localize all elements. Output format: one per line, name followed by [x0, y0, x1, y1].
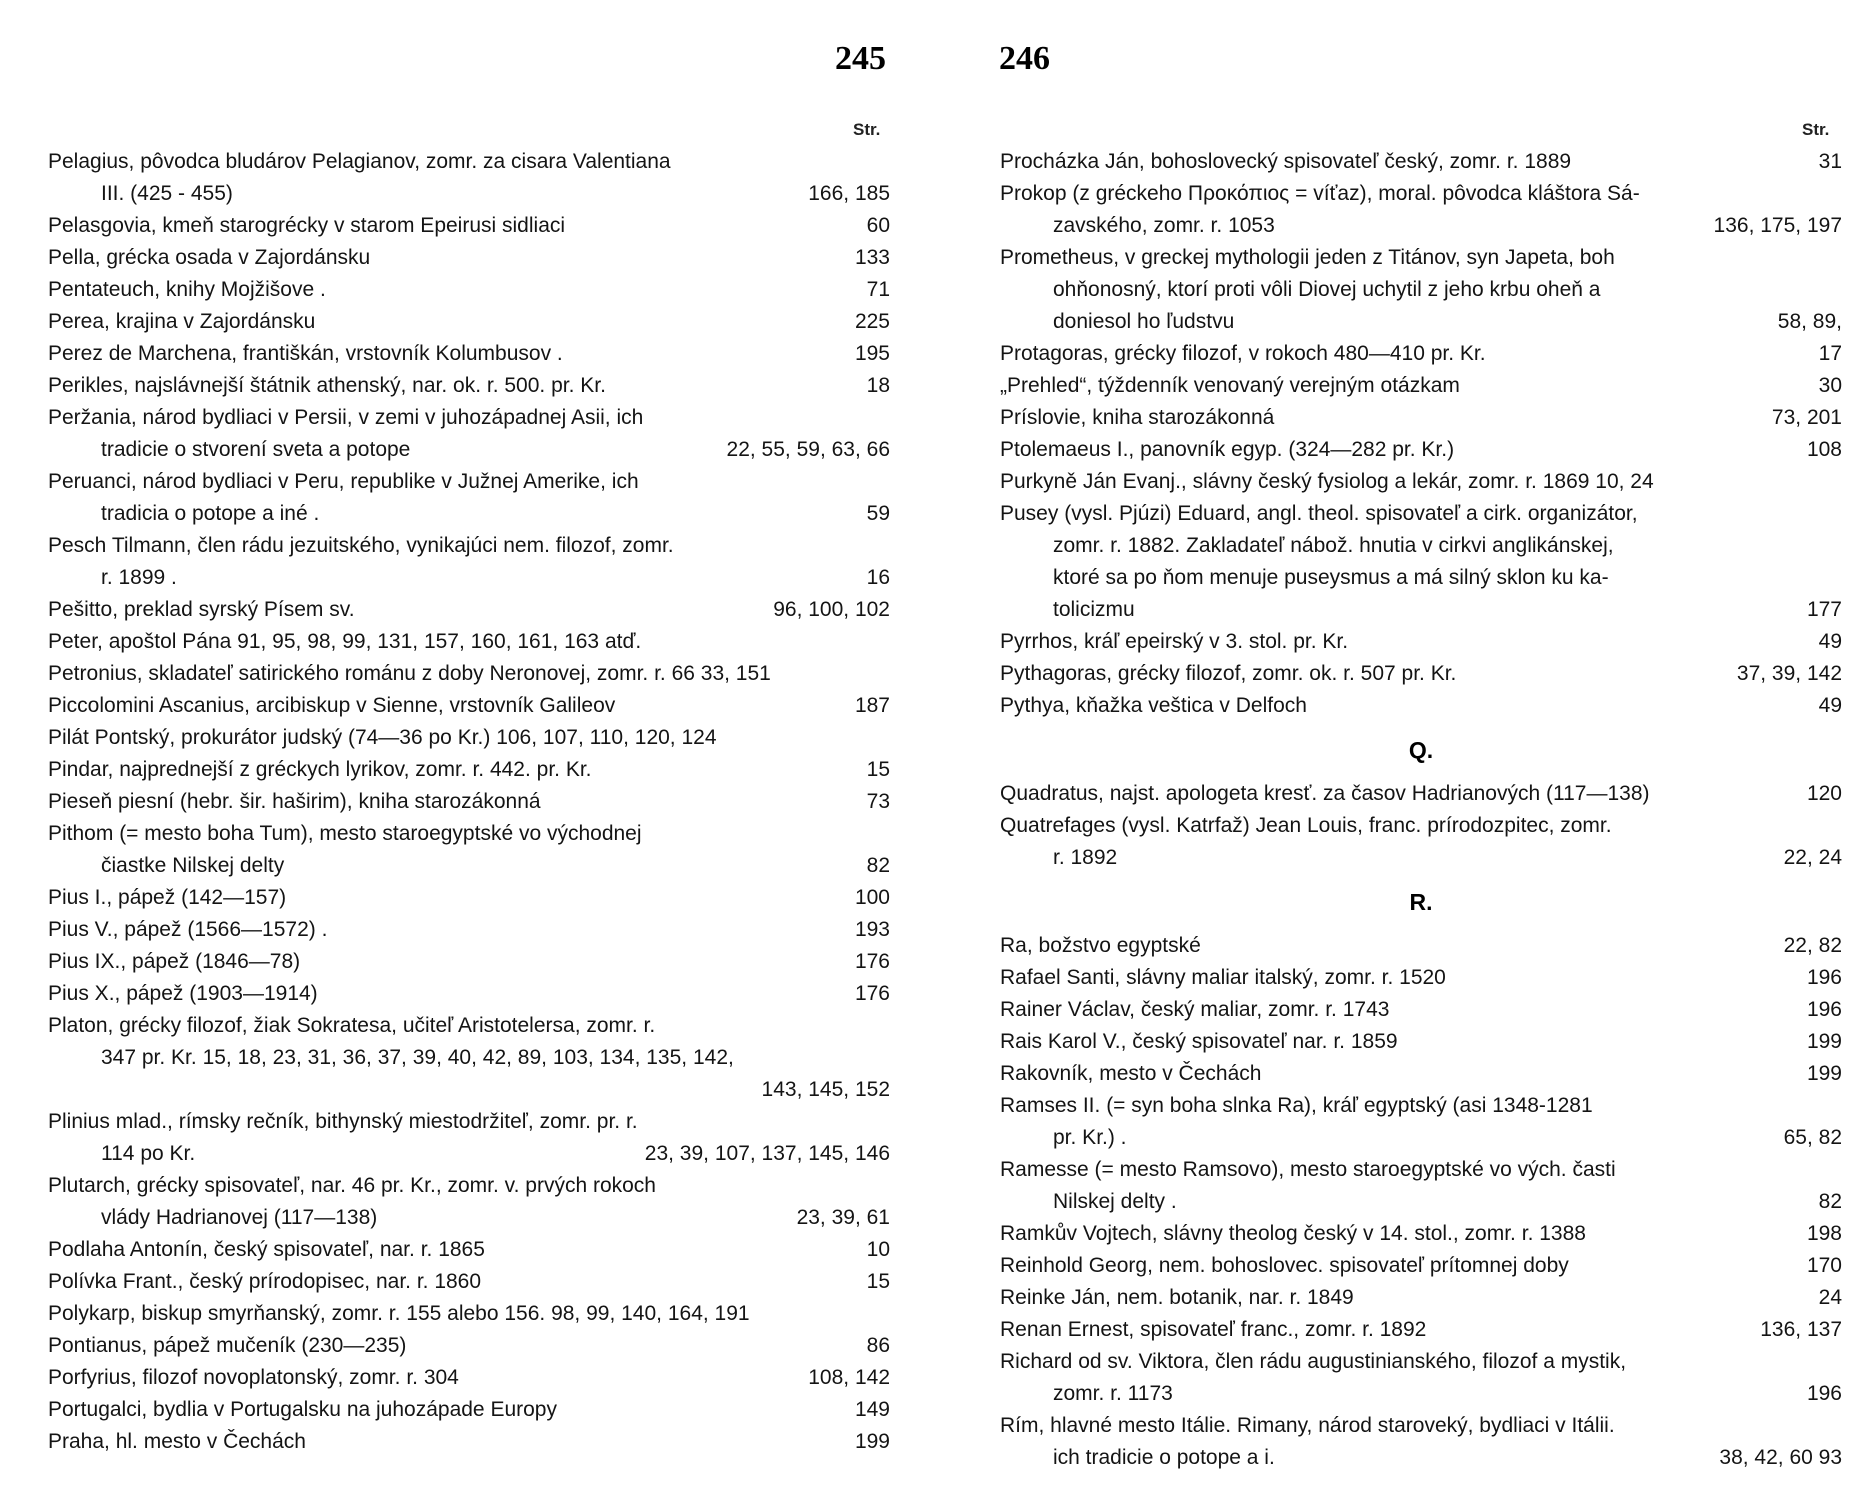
index-entry-page-refs: 199 [1806, 1062, 1842, 1085]
index-entry-text: Platon, grécky filozof, žiak Sokratesa, učiteľ Aristotelersa, zomr. r. [48, 1014, 656, 1037]
index-entry-text: Pyrrhos, kráľ epeirský v 3. stol. pr. Kr. [1000, 630, 1349, 653]
index-entry-page-refs: 198 [1806, 1222, 1842, 1245]
index-entry-text: Porfyrius, filozof novoplatonský, zomr. r. 304 [48, 1366, 459, 1389]
index-entry [48, 882, 890, 914]
index-entry-text: tradicia o potope a iné . [101, 502, 320, 525]
index-entry-text: Ramesse (= mesto Ramsovo), mesto staroegyptské vo vých. časti [1000, 1158, 1616, 1181]
index-entry-text: Quatrefages (vysl. Katrfaž) Jean Louis, franc. prírodozpitec, zomr. [1000, 814, 1612, 837]
index-entry-page-refs: 195 [854, 342, 890, 365]
index-entry [1000, 930, 1842, 962]
index-entry-page-refs: 170 [1806, 1254, 1842, 1277]
index-entry-text: „Prehled“, týždenník venovaný verejným otázkam [1000, 374, 1460, 397]
index-entry-text: Pelasgovia, kmeň starogrécky v starom Epeirusi sidliaci [48, 214, 566, 237]
index-entry-text: Polívka Frant., český prírodopisec, nar. r. 1860 [48, 1270, 482, 1293]
index-entry-text: zomr. r. 1173 [1053, 1382, 1173, 1405]
index-entry-text: Pius V., pápež (1566—1572) . [48, 918, 328, 941]
index-entry-text: III. (425 - 455) [101, 182, 233, 205]
index-entry-text: Reinke Ján, nem. botanik, nar. r. 1849 [1000, 1286, 1354, 1309]
index-entry-page-refs: 82 [866, 854, 890, 877]
index-entry-text: Purkyně Ján Evanj., slávny český fysiolog a lekár, zomr. r. 1869 10, 24 [1000, 470, 1654, 493]
index-entry [48, 274, 890, 306]
index-entry-text: Rafael Santi, slávny maliar italský, zomr. r. 1520 [1000, 966, 1446, 989]
index-entry-text: r. 1899 . [101, 566, 177, 589]
index-entry-page-refs: 187 [854, 694, 890, 717]
index-entry-text: Peruanci, národ bydliaci v Peru, republike v Južnej Amerike, ich [48, 470, 639, 493]
index-entry-page-refs: 31 [1818, 150, 1842, 173]
index-entry-text: Prometheus, v greckej mythologii jeden z Titánov, syn Japeta, boh [1000, 246, 1615, 269]
index-entry-text: ich tradicie o potope a i. [1053, 1446, 1275, 1469]
index-entry-page-refs: 17 [1818, 342, 1842, 365]
index-entry-text: Renan Ernest, spisovateľ franc., zomr. r. 1892 [1000, 1318, 1427, 1341]
index-entry-text: čiastke Nilskej delty [101, 854, 285, 877]
index-entry [48, 754, 890, 786]
right-page [937, 0, 1874, 1500]
index-entry [48, 946, 890, 978]
index-entry-text: Rím, hlavné mesto Itálie. Rimany, národ staroveký, bydliaci v Itálii. [1000, 1414, 1615, 1437]
right-column-header: Str. [1802, 120, 1830, 139]
index-entry [48, 242, 890, 274]
index-entry-page-refs: 120 [1806, 782, 1842, 805]
index-entry [1000, 434, 1842, 466]
index-entry-text: Pythya, kňažka veštica v Delfoch [1000, 694, 1307, 717]
index-entry [1000, 466, 1842, 498]
index-entry-page-refs: 49 [1818, 694, 1842, 717]
index-entry [48, 1234, 890, 1266]
index-entry-page-refs: 166, 185 [808, 182, 890, 205]
index-entry-page-refs: 176 [854, 982, 890, 1005]
index-entry-text: Pentateuch, knihy Mojžišove . [48, 278, 326, 301]
index-entry-text: Piccolomini Ascanius, arcibiskup v Sienne, vrstovník Galileov [48, 694, 616, 717]
index-entry-page-refs: 143, 145, 152 [761, 1078, 890, 1101]
index-entry-text: Protagoras, grécky filozof, v rokoch 480—410 pr. Kr. [1000, 342, 1486, 365]
index-entry-text: Pelagius, pôvodca bludárov Pelagianov, zomr. za cisara Valentiana [48, 150, 671, 173]
index-entry-text: Portugalci, bydlia v Portugalsku na juhozápade Europy [48, 1398, 557, 1421]
index-entry [1000, 626, 1842, 658]
index-entry [1000, 146, 1842, 178]
index-entry [48, 1106, 890, 1138]
index-entry [1000, 1410, 1842, 1442]
index-entry-page-refs: 24 [1818, 1286, 1842, 1309]
index-entry-page-refs: 108 [1806, 438, 1842, 461]
index-block-p [1000, 146, 1842, 722]
index-entry-page-refs: 196 [1806, 966, 1842, 989]
index-entry-continuation [48, 850, 890, 882]
index-entry-text: Plinius mlad., rímsky rečník, bithynský miestodržiteľ, zomr. pr. r. [48, 1110, 638, 1133]
index-entry [48, 306, 890, 338]
index-entry-text: Rais Karol V., český spisovateľ nar. r. 1859 [1000, 1030, 1398, 1053]
index-entry-continuation [1000, 1378, 1842, 1410]
left-column-header: Str. [853, 120, 881, 139]
left-page-number: 245 [835, 40, 886, 77]
index-entry-page-refs: 196 [1806, 998, 1842, 1021]
index-entry-page-refs: 60 [866, 214, 890, 237]
index-entry-page-refs: 96, 100, 102 [773, 598, 890, 621]
index-entry-text: vlády Hadrianovej (117—138) [101, 1206, 378, 1229]
index-entry [1000, 1250, 1842, 1282]
index-entry-text: doniesol ho ľudstvu [1053, 310, 1235, 333]
index-entry-text: Peržania, národ bydliaci v Persii, v zemi v juhozápadnej Asii, ich [48, 406, 644, 429]
index-entry-text: zavského, zomr. r. 1053 [1053, 214, 1275, 237]
index-entry-page-refs: 71 [866, 278, 890, 301]
index-entry [48, 402, 890, 434]
index-entry [1000, 1090, 1842, 1122]
index-entry-continuation [1000, 1442, 1842, 1474]
index-entry-continuation [1000, 306, 1842, 338]
index-entry-page-refs: 23, 39, 107, 137, 145, 146 [644, 1142, 890, 1165]
index-entry [48, 1426, 890, 1458]
index-entry-continuation [48, 434, 890, 466]
index-entry [48, 466, 890, 498]
index-entry [48, 594, 890, 626]
index-entry [48, 1010, 890, 1042]
index-entry-page-refs: 22, 55, 59, 63, 66 [726, 438, 890, 461]
index-entry [1000, 1154, 1842, 1186]
index-entry-continuation [1000, 594, 1842, 626]
index-entry-text: Peter, apoštol Pána 91, 95, 98, 99, 131, 157, 160, 161, 163 atď. [48, 630, 642, 653]
index-entry [1000, 1314, 1842, 1346]
index-entry [1000, 1218, 1842, 1250]
index-entry-continuation [48, 498, 890, 530]
index-entry [1000, 1026, 1842, 1058]
index-entry-text: Rainer Václav, český maliar, zomr. r. 1743 [1000, 998, 1390, 1021]
index-entry [48, 530, 890, 562]
index-entry-text: Praha, hl. mesto v Čechách [48, 1430, 306, 1453]
index-entry-continuation [48, 1202, 890, 1234]
index-entry-text: tradicie o stvorení sveta a potope [101, 438, 411, 461]
index-entry [48, 818, 890, 850]
right-index-list [1000, 146, 1842, 1474]
index-entry-continuation [1000, 530, 1842, 562]
index-entry-continuation [1000, 274, 1842, 306]
index-entry-text: Pieseň piesní (hebr. šir. haširim), kniha starozákonná [48, 790, 541, 813]
index-entry-text: 347 pr. Kr. 15, 18, 23, 31, 36, 37, 39, 40, 42, 89, 103, 134, 135, 142, [101, 1046, 734, 1069]
index-entry-page-refs: 133 [854, 246, 890, 269]
index-entry-text: Petronius, skladateľ satirického románu z doby Neronovej, zomr. r. 66 33, 151 [48, 662, 771, 685]
index-entry-text: Prokop (z gréckeho Προκόπιος = víťaz), moral. pôvodca kláštora Sá- [1000, 182, 1640, 205]
index-entry-text: r. 1892 [1053, 846, 1118, 869]
index-entry-text: Perikles, najslávnejší štátnik athenský, nar. ok. r. 500. pr. Kr. [48, 374, 606, 397]
index-entry-text: Perea, krajina v Zajordánsku [48, 310, 316, 333]
index-entry-text: Pindar, najprednejší z gréckych lyrikov, zomr. r. 442. pr. Kr. [48, 758, 592, 781]
index-entry [48, 690, 890, 722]
index-entry [48, 1074, 890, 1106]
index-entry-page-refs: 149 [854, 1398, 890, 1421]
index-entry-page-refs: 65, 82 [1783, 1126, 1842, 1149]
index-entry-continuation [1000, 1122, 1842, 1154]
index-entry-text: ohňonosný, ktorí proti vôli Diovej uchytil z jeho krbu oheň a [1053, 278, 1601, 301]
index-entry [48, 1330, 890, 1362]
index-entry [48, 978, 890, 1010]
index-entry [48, 338, 890, 370]
index-entry [48, 210, 890, 242]
index-entry-text: Príslovie, kniha starozákonná [1000, 406, 1275, 429]
index-entry [48, 1394, 890, 1426]
index-entry-text: Pythagoras, grécky filozof, zomr. ok. r. 507 pr. Kr. [1000, 662, 1457, 685]
index-entry [48, 658, 890, 690]
index-entry-page-refs: 15 [866, 1270, 890, 1293]
index-entry [1000, 1346, 1842, 1378]
index-entry-page-refs: 49 [1818, 630, 1842, 653]
index-entry [48, 146, 890, 178]
index-entry-page-refs: 30 [1818, 374, 1842, 397]
index-entry [1000, 242, 1842, 274]
index-entry [48, 786, 890, 818]
index-entry [1000, 178, 1842, 210]
index-entry-text: Ramkův Vojtech, slávny theolog český v 14. stol., zomr. r. 1388 [1000, 1222, 1586, 1245]
index-entry [48, 914, 890, 946]
index-entry-continuation [48, 178, 890, 210]
index-entry-page-refs: 136, 175, 197 [1713, 214, 1842, 237]
index-entry-text: Nilskej delty . [1053, 1190, 1177, 1213]
index-entry-page-refs: 73 [866, 790, 890, 813]
index-entry-text: Pius I., pápež (142—157) [48, 886, 287, 909]
index-entry-page-refs: 136, 137 [1760, 1318, 1842, 1341]
index-entry-text: Ra, božstvo egyptské [1000, 934, 1201, 957]
index-entry-page-refs: 73, 201 [1771, 406, 1842, 429]
index-entry-text: tolicizmu [1053, 598, 1135, 621]
index-entry-continuation [48, 1042, 890, 1074]
index-entry-text: Plutarch, grécky spisovateľ, nar. 46 pr. Kr., zomr. v. prvých rokoch [48, 1174, 656, 1197]
index-entry-page-refs: 37, 39, 142 [1736, 662, 1842, 685]
index-entry-page-refs: 108, 142 [808, 1366, 890, 1389]
index-block-q [1000, 778, 1842, 874]
section-letter-r: R. [1409, 889, 1433, 915]
index-entry [1000, 1282, 1842, 1314]
index-entry [1000, 658, 1842, 690]
index-entry-page-refs: 193 [854, 918, 890, 941]
index-entry-page-refs: 176 [854, 950, 890, 973]
index-entry-text: pr. Kr.) . [1053, 1126, 1127, 1149]
index-entry-continuation [1000, 210, 1842, 242]
index-entry-text: Perez de Marchena, františkán, vrstovník Kolumbusov . [48, 342, 563, 365]
index-entry-page-refs: 18 [866, 374, 890, 397]
index-entry-page-refs: 100 [854, 886, 890, 909]
index-entry-text: Pius X., pápež (1903—1914) [48, 982, 318, 1005]
index-entry-page-refs: 58, 89, [1777, 310, 1842, 333]
index-entry-page-refs: 16 [866, 566, 890, 589]
index-entry-page-refs: 10 [866, 1238, 890, 1261]
index-entry-page-refs: 23, 39, 61 [796, 1206, 890, 1229]
index-entry-text: Rakovník, mesto v Čechách [1000, 1062, 1262, 1085]
index-entry-text: Procházka Ján, bohoslovecký spisovateľ český, zomr. r. 1889 [1000, 150, 1572, 173]
index-entry-text: Pusey (vysl. Pjúzi) Eduard, angl. theol. spisovateľ a cirk. organizátor, [1000, 502, 1638, 525]
index-entry [48, 1170, 890, 1202]
index-entry [48, 1298, 890, 1330]
index-entry-text: Pontianus, pápež mučeník (230—235) [48, 1334, 407, 1357]
index-entry-continuation [48, 562, 890, 594]
index-entry-page-refs: 59 [866, 502, 890, 525]
left-index-list [48, 146, 890, 1458]
index-entry-text: Pesch Tilmann, člen rádu jezuitského, vynikajúci nem. filozof, zomr. [48, 534, 674, 557]
index-entry [48, 722, 890, 754]
index-entry [1000, 498, 1842, 530]
index-entry [1000, 962, 1842, 994]
index-entry-page-refs: 177 [1806, 598, 1842, 621]
index-entry-page-refs: 15 [866, 758, 890, 781]
index-entry-text: Pithom (= mesto boha Tum), mesto staroegyptské vo východnej [48, 822, 642, 845]
index-entry [48, 370, 890, 402]
index-entry-text: zomr. r. 1882. Zakladateľ nábož. hnutia v cirkvi anglikánskej, [1053, 534, 1614, 557]
index-entry-continuation [1000, 562, 1842, 594]
index-entry-text: Pius IX., pápež (1846—78) [48, 950, 301, 973]
index-entry-page-refs: 196 [1806, 1382, 1842, 1405]
index-entry [1000, 338, 1842, 370]
index-entry [1000, 402, 1842, 434]
index-entry-page-refs: 199 [1806, 1030, 1842, 1053]
index-entry-text: Pilát Pontský, prokurátor judský (74—36 po Kr.) 106, 107, 110, 120, 124 [48, 726, 717, 749]
index-entry [1000, 690, 1842, 722]
index-entry [1000, 994, 1842, 1026]
index-entry-continuation [48, 1138, 890, 1170]
index-block-r [1000, 930, 1842, 1474]
index-entry [1000, 370, 1842, 402]
index-entry-text: Reinhold Georg, nem. bohoslovec. spisovateľ prítomnej doby [1000, 1254, 1569, 1277]
index-entry-text: Richard od sv. Viktora, člen rádu augustinianského, filozof a mystik, [1000, 1350, 1627, 1373]
index-entry-page-refs: 22, 24 [1783, 846, 1842, 869]
index-entry-text: Pella, grécka osada v Zajordánsku [48, 246, 371, 269]
right-page-number: 246 [999, 40, 1050, 77]
index-entry-text: Ptolemaeus I., panovník egyp. (324—282 pr. Kr.) [1000, 438, 1455, 461]
index-entry-text: Quadratus, najst. apologeta kresť. za časov Hadrianových (117—138) [1000, 782, 1650, 805]
index-entry-page-refs: 199 [854, 1430, 890, 1453]
index-entry-text: ktoré sa po ňom menuje puseysmus a má silný sklon ku ka- [1053, 566, 1609, 589]
index-entry-page-refs: 86 [866, 1334, 890, 1357]
index-entry-text: Ramses II. (= syn boha slnka Ra), kráľ egyptský (asi 1348-1281 [1000, 1094, 1593, 1117]
index-entry-continuation [1000, 842, 1842, 874]
index-entry-page-refs: 82 [1818, 1190, 1842, 1213]
index-entry-text: 114 po Kr. [101, 1142, 196, 1165]
index-entry [48, 626, 890, 658]
index-entry-page-refs: 22, 82 [1783, 934, 1842, 957]
index-entry [1000, 778, 1842, 810]
index-entry-text: Podlaha Antonín, český spisovateľ, nar. r. 1865 [48, 1238, 485, 1261]
index-entry [1000, 1058, 1842, 1090]
index-entry-page-refs: 225 [854, 310, 890, 333]
index-entry-continuation [1000, 1186, 1842, 1218]
index-entry [48, 1362, 890, 1394]
index-entry-text: Polykarp, biskup smyrňanský, zomr. r. 155 alebo 156. 98, 99, 140, 164, 191 [48, 1302, 750, 1325]
section-letter-q: Q. [1408, 737, 1434, 763]
index-entry-page-refs: 38, 42, 60 93 [1719, 1446, 1842, 1469]
index-entry [1000, 810, 1842, 842]
index-entry-text: Pešitto, preklad syrský Písem sv. [48, 598, 355, 621]
index-entry [48, 1266, 890, 1298]
